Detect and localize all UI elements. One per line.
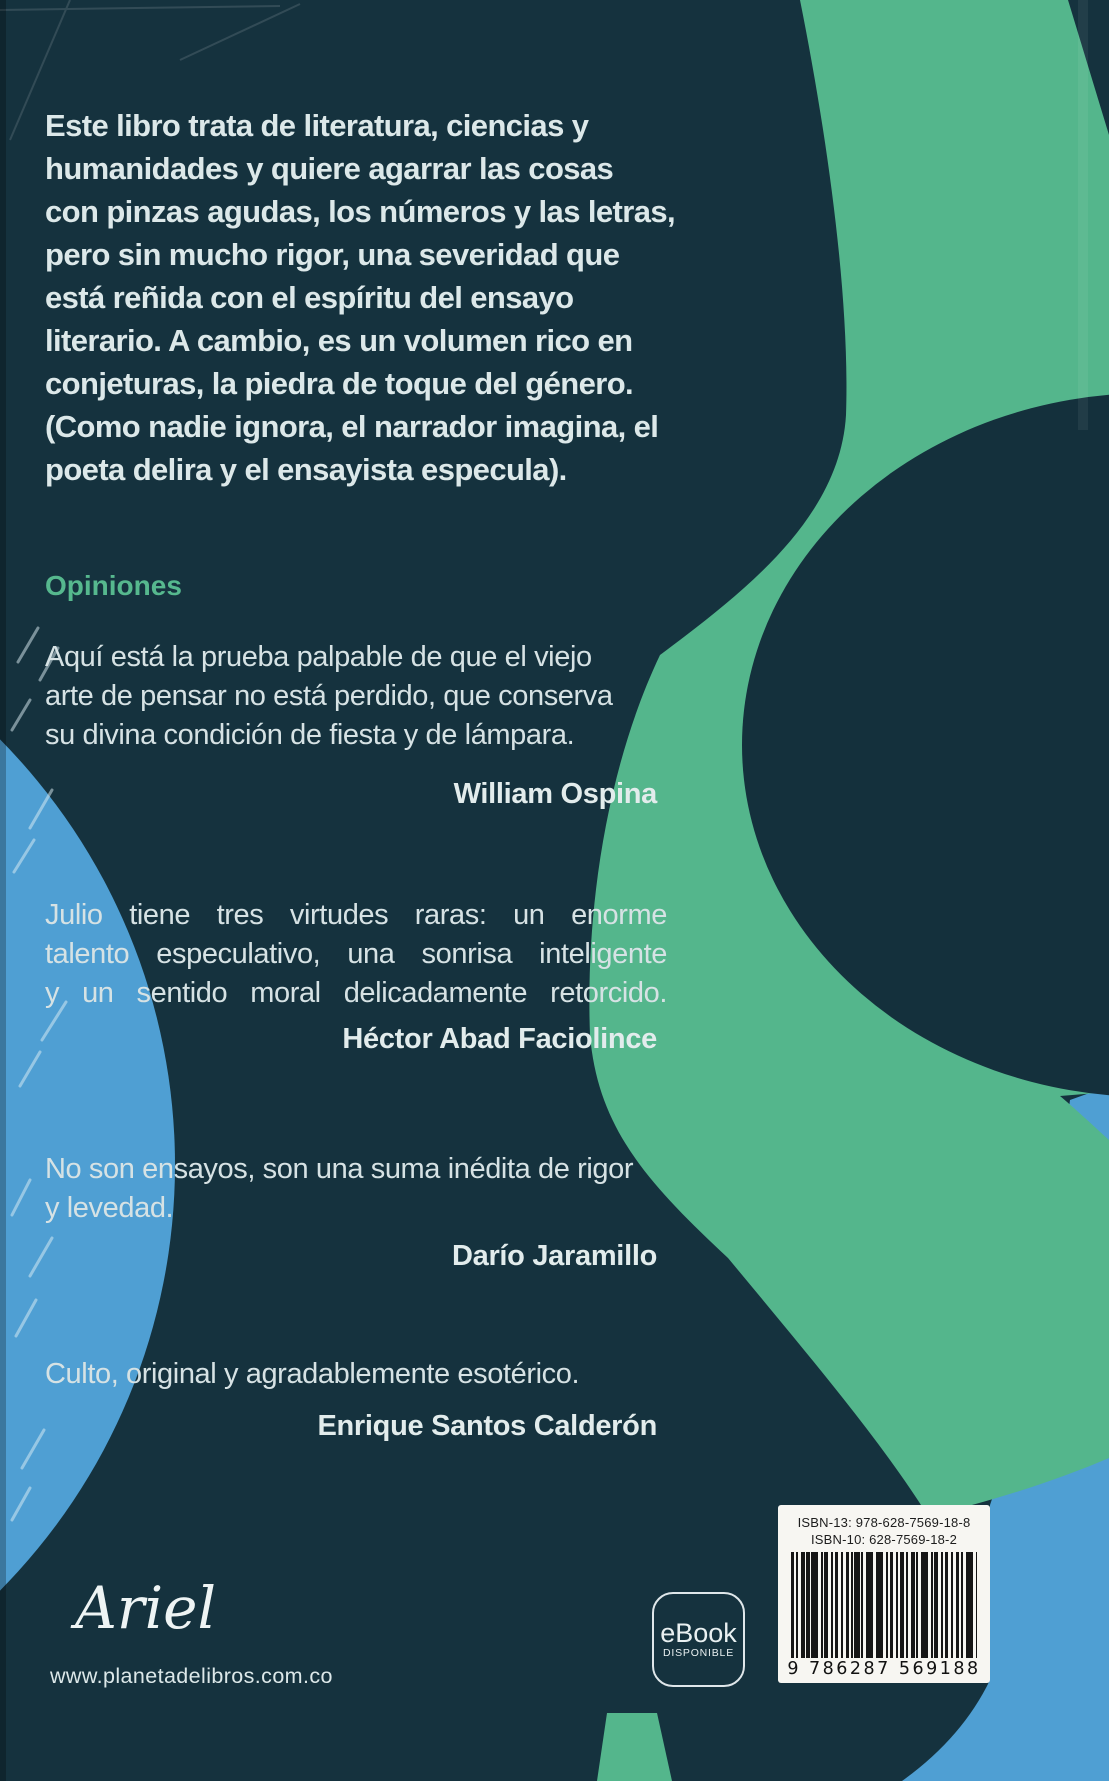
quote-line: su divina condición de fiesta y de lámpara. <box>45 719 575 751</box>
quote-author: William Ospina <box>453 778 657 810</box>
blurb-line: conjeturas, la piedra de toque del género. <box>45 366 634 401</box>
right-edge-reflection <box>1078 0 1088 430</box>
ebook-badge <box>652 1592 745 1687</box>
quote-author: Darío Jaramillo <box>451 1240 657 1272</box>
ebook-badge-subtitle: DISPONIBLE <box>662 1647 735 1659</box>
left-edge-shadow <box>0 0 6 1781</box>
quote-line: y levedad. <box>45 1192 174 1224</box>
blurb-line: (Como nadie ignora, el narrador imagina, el <box>45 409 659 444</box>
blurb-line: poeta delira y el ensayista especula). <box>45 452 567 487</box>
quote-line: y un sentido moral delicadamente retorcido. <box>45 977 667 1009</box>
ebook-badge-title: eBook <box>660 1618 737 1648</box>
isbn13-label: ISBN-13: 978-628-7569-18-8 <box>797 1515 971 1530</box>
quote-enrique-santos <box>45 1355 579 1394</box>
quote-line: No son ensayos, son una suma inédita de rigor <box>45 1153 634 1185</box>
blurb-line: con pinzas agudas, los números y las letras, <box>45 194 675 229</box>
isbn10-label: ISBN-10: 628-7569-18-2 <box>810 1531 958 1547</box>
blurb-line: está reñida con el espíritu del ensayo <box>45 280 574 315</box>
quote-author: Héctor Abad Faciolince <box>342 1023 657 1055</box>
quote-line: talento especulativo, una sonrisa inteligente <box>45 938 667 970</box>
blurb-line: humanidades y quiere agarrar las cosas <box>45 151 614 186</box>
quote-line: Julio tiene tres virtudes raras: un enorme <box>45 899 667 931</box>
quote-william-ospina <box>45 638 613 755</box>
blurb <box>45 104 675 491</box>
barcode <box>778 1505 990 1683</box>
opinions-heading: Opiniones <box>45 570 182 601</box>
blurb-line: literario. A cambio, es un volumen rico en <box>45 323 633 358</box>
barcode-bars <box>791 1552 977 1658</box>
publisher-logo: Ariel <box>75 1574 217 1642</box>
publisher-website: www.planetadelibros.com.co <box>50 1664 333 1688</box>
quote-line: arte de pensar no está perdido, que conserva <box>45 680 613 712</box>
quote-author: Enrique Santos Calderón <box>317 1410 657 1442</box>
quote-line: Aquí está la prueba palpable de que el viejo <box>45 641 592 673</box>
quote-line: Culto, original y agradablemente esotérico. <box>45 1358 580 1390</box>
blurb-line: pero sin mucho rigor, una severidad que <box>45 237 620 272</box>
blurb-line: Este libro trata de literatura, ciencias y <box>45 108 589 143</box>
quote-dario-jaramillo <box>45 1150 633 1228</box>
quote-hector-abad <box>45 896 667 1013</box>
barcode-digits: 9 786287 569188 <box>787 1659 981 1679</box>
